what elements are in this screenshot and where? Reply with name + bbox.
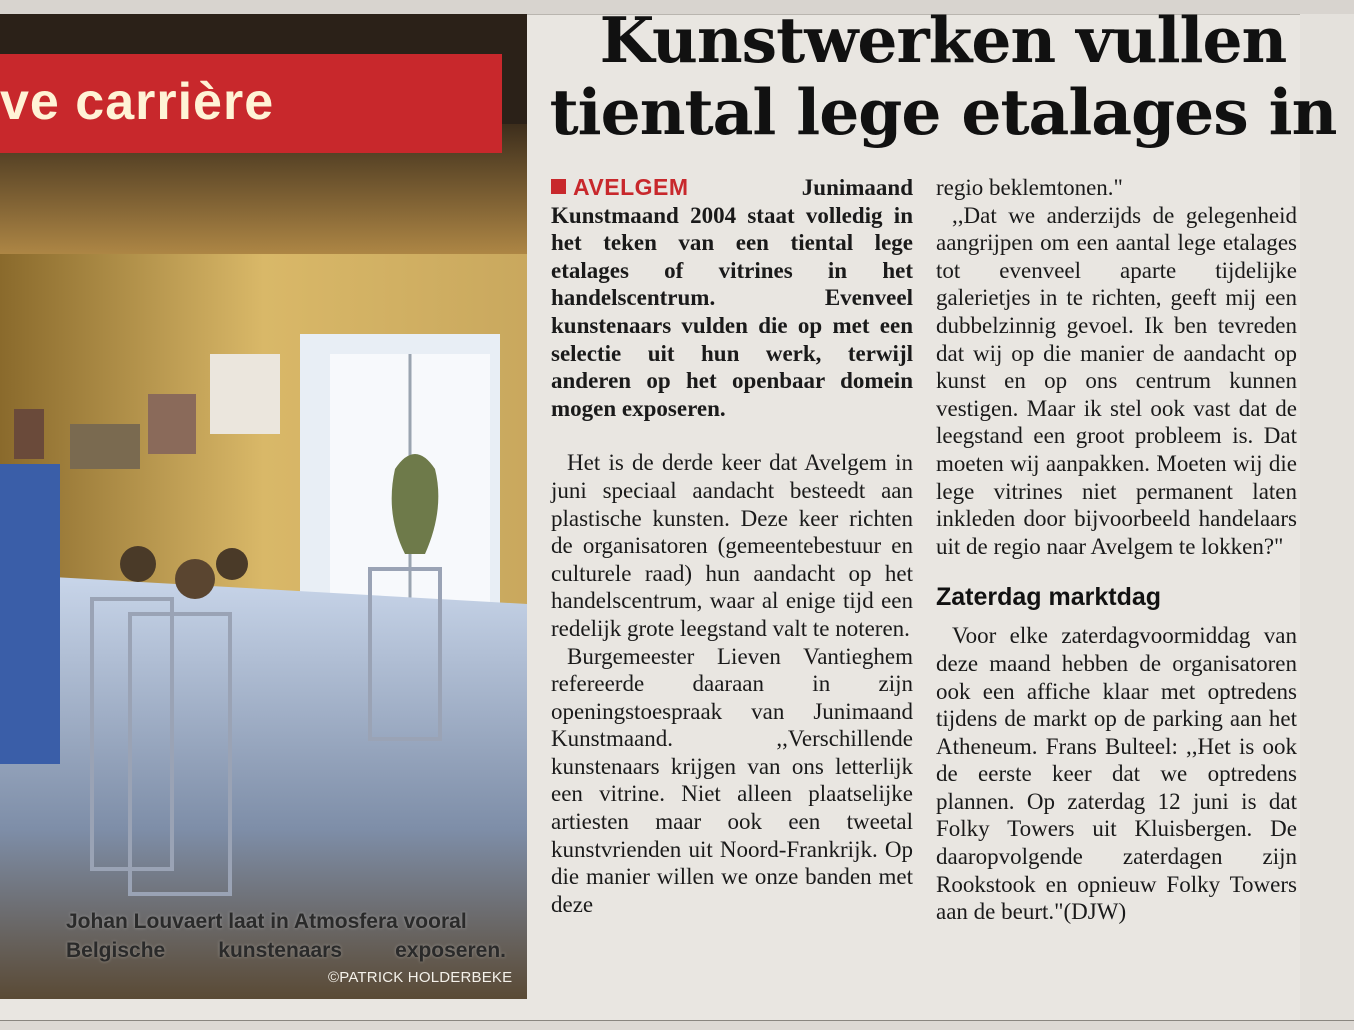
dateline-square-icon bbox=[551, 179, 566, 194]
headline-line1: Kunstwerken vullen bbox=[599, 3, 1287, 77]
article-column-right bbox=[936, 174, 1297, 926]
page-right-margin bbox=[1300, 14, 1354, 1020]
article-lead bbox=[551, 174, 913, 422]
article-paragraph: regio beklemtonen." bbox=[936, 175, 1123, 200]
article-column-left bbox=[551, 174, 913, 918]
article-paragraph: Burgemeester Lieven Vantieghem refereerde daaraan in zijn openingstoespraak van Junimaand Kunstmaand. ,,Verschillende kunstenaars krijgen van ons letterlijk een vitrine. Niet alleen plaatselijke artiesten maar ook een tweetal kunstvrienden uit Noord-Frankrijk. Op die manier willen we onze banden met deze bbox=[551, 643, 913, 917]
photo-caption-line2: Belgische kunstenaars exposeren. bbox=[66, 939, 506, 962]
article-lead-text: Junimaand Kunstmaand 2004 staat volledig in het teken van een tiental lege etalages of vitrines in het handelscentrum. Evenveel kunstenaars vulden die op met een selectie uit hun werk, terwijl anderen op het openbaar domein mogen exposeren. bbox=[551, 175, 913, 421]
gallery-photo bbox=[0, 14, 527, 999]
article-headline bbox=[540, 4, 1346, 148]
article-paragraph: ,,Dat we anderzijds de gelegenheid aangrijpen om een aantal lege etalages tot evenveel aparte tijdelijke galerietjes in te richten, geeft mij een dubbelzinnig gevoel. Ik ben tevreden dat wij op die manier de aandacht op kunst en op ons centrum kunnen vestigen. Maar ik stel ook vast dat de leegstand een groot probleem is. Dat moeten wij aanpakken. Moeten wij die lege vitrines niet permanent laten inkleden door bijvoorbeeld handelaars uit de regio naar Avelgem te lokken?" bbox=[936, 202, 1297, 559]
section-banner-text: ve carrière bbox=[0, 73, 275, 131]
photo-caption-line1: Johan Louvaert laat in Atmosfera vooral bbox=[66, 910, 467, 933]
gallery-photo-illustration bbox=[0, 14, 527, 999]
headline-line2: tiental lege etalages in bbox=[549, 75, 1337, 149]
article-subheading: Zaterdag marktdag bbox=[936, 583, 1162, 612]
article-dateline: AVELGEM bbox=[573, 174, 689, 200]
section-banner bbox=[0, 54, 502, 153]
photo-credit: ©PATRICK HOLDERBEKE bbox=[328, 969, 513, 986]
article-paragraph: Het is de derde keer dat Avelgem in juni speciaal aandacht besteedt aan plastische kunsten. Deze keer richten de organisatoren (gemeentebestuur en culturele raad) hun aandacht op het handelscentrum, waar al enige tijd een redelijk grote leegstand valt te noteren. bbox=[551, 450, 913, 641]
article-paragraph: Voor elke zaterdagvoormiddag van deze maand hebben de organisatoren ook een affiche klaar met optredens tijdens de markt op de parking aan het Atheneum. Frans Bulteel: ,,Het is ook de eerste keer dat we optredens plannen. Op zaterdag 12 juni is dat Folky Towers uit Kluisbergen. De daaropvolgende zaterdagen zijn Rookstook en opnieuw Folky Towers aan de beurt."(DJW) bbox=[936, 623, 1297, 925]
photo-caption bbox=[66, 907, 506, 965]
